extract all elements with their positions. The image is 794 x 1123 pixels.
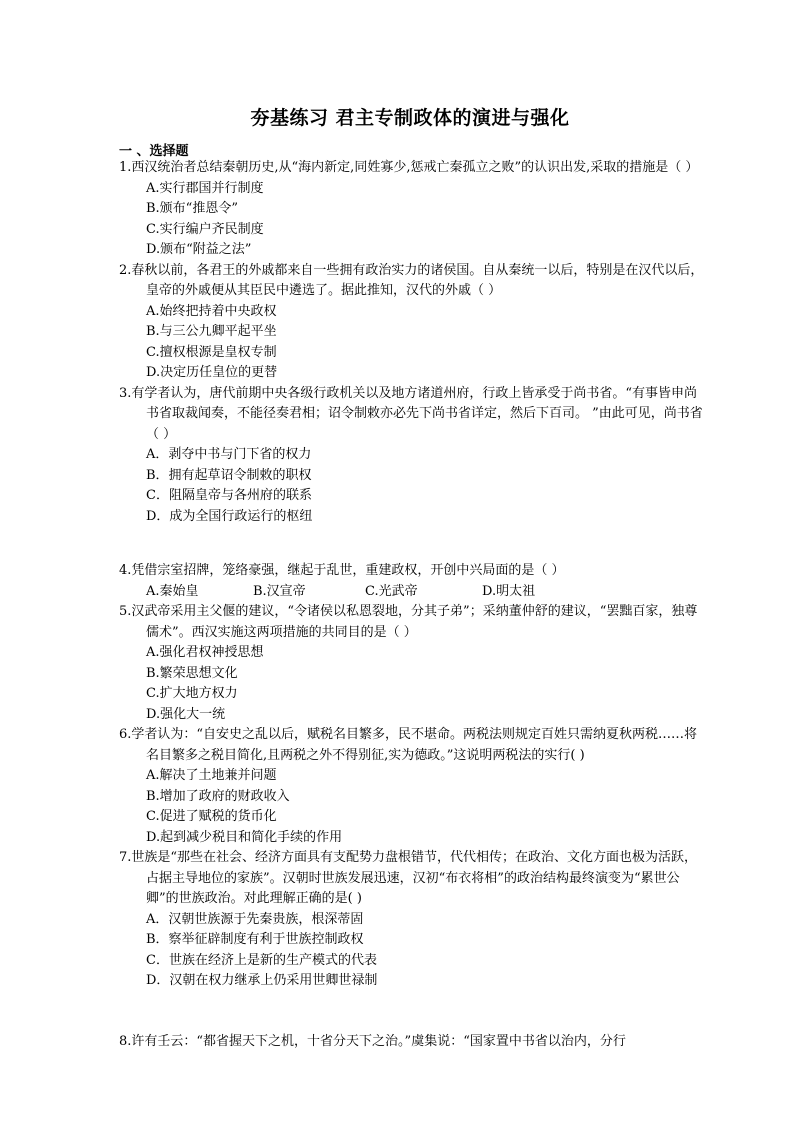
option-c: C.实行编户齐民制度: [146, 221, 264, 237]
option-a: A.秦始皇: [146, 583, 199, 599]
option-a: A．剥夺中书与门下省的权力: [146, 447, 312, 462]
option-c: C.擅权根源是皇权专制: [146, 344, 277, 360]
option-d: D．成为全国行政运行的枢纽: [146, 508, 313, 524]
option-b: B.汉宣帝: [253, 583, 306, 599]
question-stem: 7.世族是“那些在社会、经济方面具有支配势力盘根错节，代代相传；在政治、文化方面也极为活跃，占据主导地位的家族”。汉朝时世族发展迅速，汉初“布衣将相”的政治结构最终演变为“累世公卿”的世族政治。对此理解正确的是( ): [119, 850, 698, 906]
option-d: D.强化大一统: [146, 706, 226, 722]
option-a: A．汉朝世族源于先秦贵族，根深蒂固: [146, 911, 364, 927]
option-b: B.繁荣思想文化: [146, 665, 238, 681]
question-stem: 6.学者认为：“自安史之乱以后，赋税名目繁多，民不堪命。两税法则规定百姓只需纳夏秋两税……将名目繁多之税目简化,且两税之外不得别征,实为德政。”这说明两税法的实行( ): [119, 727, 698, 763]
option-c: C．世族在经济上是新的生产模式的代表: [146, 952, 377, 968]
option-d: D.颁布“附益之法”: [146, 242, 252, 257]
option-a: A.解决了土地兼并问题: [146, 768, 277, 783]
question-stem: 4.凭借宗室招牌，笼络豪强，继起于乱世，重建政权，开创中兴局面的是（ ）: [119, 563, 565, 578]
question-8: [119, 1032, 704, 1053]
question-stem: 5.汉武帝采用主父偃的建议，“令诸侯以私恩裂地，分其子弟”；采纳董仲舒的建议，“罢黜百家，独尊儒术”。西汉实施这两项措施的共同目的是（ ）: [119, 604, 698, 640]
question-1: [119, 158, 704, 261]
question-2: [119, 261, 704, 384]
section-heading: 一 、选择题: [119, 144, 189, 159]
question-list: [119, 158, 704, 1052]
question-stem: 2.春秋以前，各君王的外戚都来自一些拥有政治实力的诸侯国。自从秦统一以后，特别是在汉代以后，皇帝的外戚便从其臣民中遴选了。据此推知，汉代的外戚（ ）: [119, 262, 704, 298]
option-d: D．汉朝在权力继承上仍采用世卿世禄制: [146, 973, 378, 988]
option-b: B.颁布“推恩令”: [146, 201, 238, 216]
option-b: B.增加了政府的财政收入: [146, 788, 290, 804]
option-d: D.起到减少税目和简化手续的作用: [146, 829, 343, 845]
option-c: C.光武帝: [365, 583, 418, 599]
option-c: C.促进了赋税的货币化: [146, 809, 277, 824]
option-d: D.明太祖: [482, 583, 536, 599]
page-title: 夯基练习 君主专制政体的演进与强化: [250, 107, 570, 129]
question-3: [119, 384, 704, 528]
question-6: [119, 725, 704, 848]
option-row: [119, 582, 704, 603]
option-c: C.扩大地方权力: [146, 686, 238, 701]
question-stem: 1.西汉统治者总结秦朝历史,从“海内新定,同姓寡少,惩戒亡秦孤立之败”的认识出发,采取的措施是（ ）: [119, 160, 699, 175]
question-4: [119, 561, 704, 602]
option-c: C．阻隔皇帝与各州府的联系: [146, 488, 312, 503]
option-a: A.始终把持着中央政权: [146, 303, 277, 319]
option-a: A.实行郡国并行制度: [146, 180, 264, 196]
question-stem: 3.有学者认为，唐代前期中央各级行政机关以及地方诸道州府，行政上皆承受于尚书省。“有事皆申尚书省取裁闻奏，不能径奏君相；诏令制敕亦必先下尚书省详定，然后下百司。 ”由此可见，尚书省（ ）: [119, 385, 703, 442]
question-5: [119, 602, 704, 725]
option-a: A.强化君权神授思想: [146, 645, 264, 660]
question-stem: 8.许有壬云：“都省握天下之机，十省分天下之治。”虞集说：“国家置中书省以治内，分行: [119, 1033, 626, 1049]
question-7: [119, 848, 704, 992]
option-d: D.决定历任皇位的更替: [146, 365, 278, 380]
option-b: B．拥有起草诏令制敕的职权: [146, 467, 312, 483]
option-b: B．察举征辟制度有利于世族控制政权: [146, 932, 364, 947]
option-b: B.与三公九卿平起平坐: [146, 324, 277, 339]
